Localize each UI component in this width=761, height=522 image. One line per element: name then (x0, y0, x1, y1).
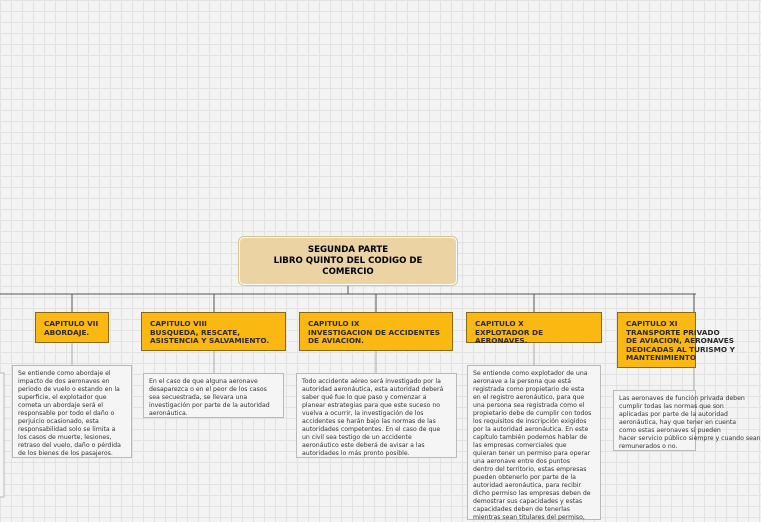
chapter-10-description[interactable]: Se entiende como explotador de una aeronave a la persona que está registrada como propietario de esta en el registro aeronáutico, para que una persona sea registrada como el propietario debe de cumplir con todos los requisitos de inscripción exigidos por la autoridad aeronáutica. En este capítulo también podemos hablar de las empresas comerciales que quieran tener un permiso para operar una aeronave entre dos puntos dentro del territorio, estas empresas pueden obtenerlo por parte de la autoridad aeronáutica, para recibir dicho permiso las empresas deben de demostrar sus capacidades y estas capacidades deben de tenerlas mientras sean titulares del permiso, (467, 365, 601, 520)
chapter-10-topic[interactable]: CAPITULO X EXPLOTADOR DE AERONAVES. (466, 312, 602, 343)
chapter-8-topic[interactable]: CAPITULO VIII BUSQUEDA, RESCATE, ASISTENCIA Y SALVAMIENTO. (141, 312, 286, 351)
chapter-9-topic[interactable]: CAPITULO IX INVESTIGACION DE ACCIDENTES DE AVIACION. (299, 312, 453, 351)
chapter-8-description[interactable]: En el caso de que alguna aeronave desaparezca o en el peor de los casos sea secuestrada, se llevara una investigación por parte de la autoridad aeronáutica. (143, 373, 284, 418)
offscreen-left-box (0, 373, 4, 497)
root-topic[interactable]: SEGUNDA PARTE LIBRO QUINTO DEL CODIGO DE COMERCIO (239, 237, 457, 285)
chapter-7-topic[interactable]: CAPITULO VII ABORDAJE. (35, 312, 109, 343)
chapter-7-description[interactable]: Se entiende como abordaje el impacto de dos aeronaves en periodo de vuelo o estando en la superficie, el explotador que cometa un abordaje será el responsable por todo el daño o perjuicio ocasionado, esta responsabilidad solo se limita a los casos de muerte, lesiones, retraso del vuelo, daño o pérdida de los bienes de los pasajeros. (12, 365, 132, 458)
chapter-11-description[interactable]: Las aeronaves de función privada deben cumplir todas las normas que son aplicadas por parte de la autoridad aeronáutica, hay que tener en cuenta como estas aeronaves si pueden hacer servicio público siempre y cuando sean remunerados o no. (613, 390, 696, 451)
chapter-9-description[interactable]: Todo accidente aéreo será investigado por la autoridad aeronáutica, esta autoridad deberá saber qué fue lo que paso y comenzar a planear estrategias para que este suceso no vuelva a ocurrir, la investigación de los accidentes se harán bajo las normas de las autoridades competentes. En el caso de que un civil sea testigo de un accidente aeronáutico este deberá de avisar a las autoridades lo más pronto posible. (296, 373, 457, 458)
chapter-11-topic[interactable]: CAPITULO XI TRANSPORTE PRIVADO DE AVIACION, AERONAVES DEDICADAS AL TURISMO Y MANTENIMIENTO (617, 312, 696, 368)
